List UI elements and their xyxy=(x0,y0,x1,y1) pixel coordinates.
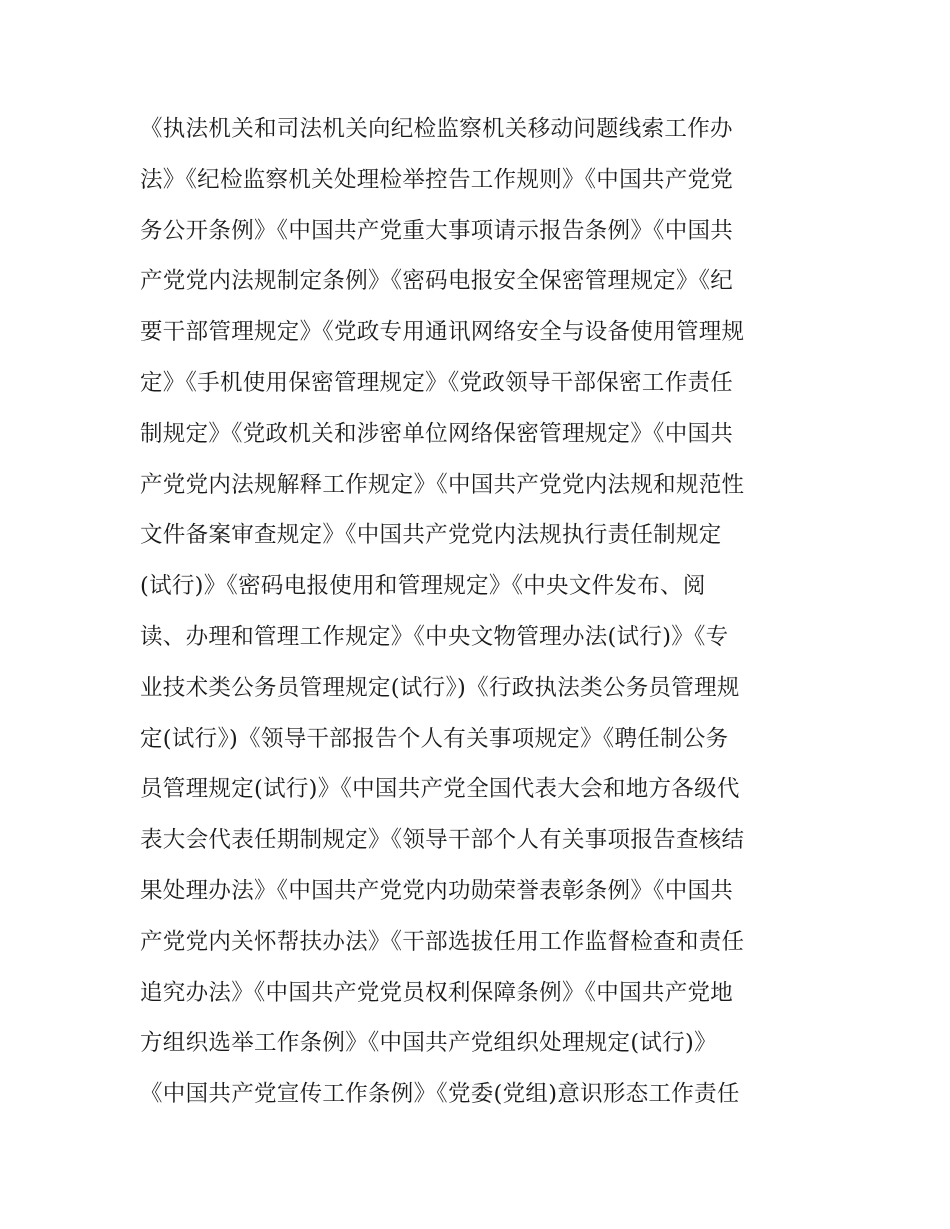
text-line: 《执法机关和司法机关向纪检监察机关移动问题线索工作办 xyxy=(140,116,733,142)
body-paragraph xyxy=(140,104,820,1120)
text-line: 定》《手机使用保密管理规定》《党政领导干部保密工作责任 xyxy=(140,369,734,396)
text-line: 业技术类公务员管理规定(试行》)《行政执法类公务员管理规 xyxy=(140,674,740,701)
text-line: 表大会代表任期制规定》《领导干部个人有关事项报告查核结 xyxy=(140,827,745,854)
text-line: 定(试行》)《领导干部报告个人有关事项规定》《聘任制公务 xyxy=(140,725,729,752)
text-line: 文件备案审查规定》《中国共产党党内法规执行责任制规定 xyxy=(140,522,722,549)
text-line: 果处理办法》《中国共产党党内功勋荣誉表彰条例》《中国共 xyxy=(140,877,734,904)
text-line: 要干部管理规定》《党政专用通讯网络安全与设备使用管理规 xyxy=(140,319,745,346)
text-line: 读、办理和管理工作规定》《中央文物管理办法(试行)》《专 xyxy=(140,623,729,650)
text-line: 《中国共产党宣传工作条例》《党委(党组)意识形态工作责任 xyxy=(140,1081,740,1108)
text-line: 产党党内法规解释工作规定》《中国共产党党内法规和规范性 xyxy=(140,471,745,498)
text-line: 员管理规定(试行)》《中国共产党全国代表大会和地方各级代 xyxy=(140,776,740,803)
text-line: 务公开条例》《中国共产党重大事项请示报告条例》《中国共 xyxy=(140,217,734,244)
text-line: 产党党内法规制定条例》《密码电报安全保密管理规定》《纪 xyxy=(140,268,734,295)
text-line: 方组织选举工作条例》《中国共产党组织处理规定(试行)》 xyxy=(140,1030,717,1057)
text-line: 制规定》《党政机关和涉密单位网络保密管理规定》《中国共 xyxy=(140,420,734,447)
text-line: 产党党内关怀帮扶办法》《干部选拔任用工作监督检查和责任 xyxy=(140,928,745,955)
text-line: 法》《纪检监察机关处理检举控告工作规则》《中国共产党党 xyxy=(140,166,734,193)
text-line: (试行)》《密码电报使用和管理规定》《中央文件发布、阅 xyxy=(140,573,706,600)
text-line: 追究办法》《中国共产党党员权利保障条例》《中国共产党地 xyxy=(140,979,734,1006)
